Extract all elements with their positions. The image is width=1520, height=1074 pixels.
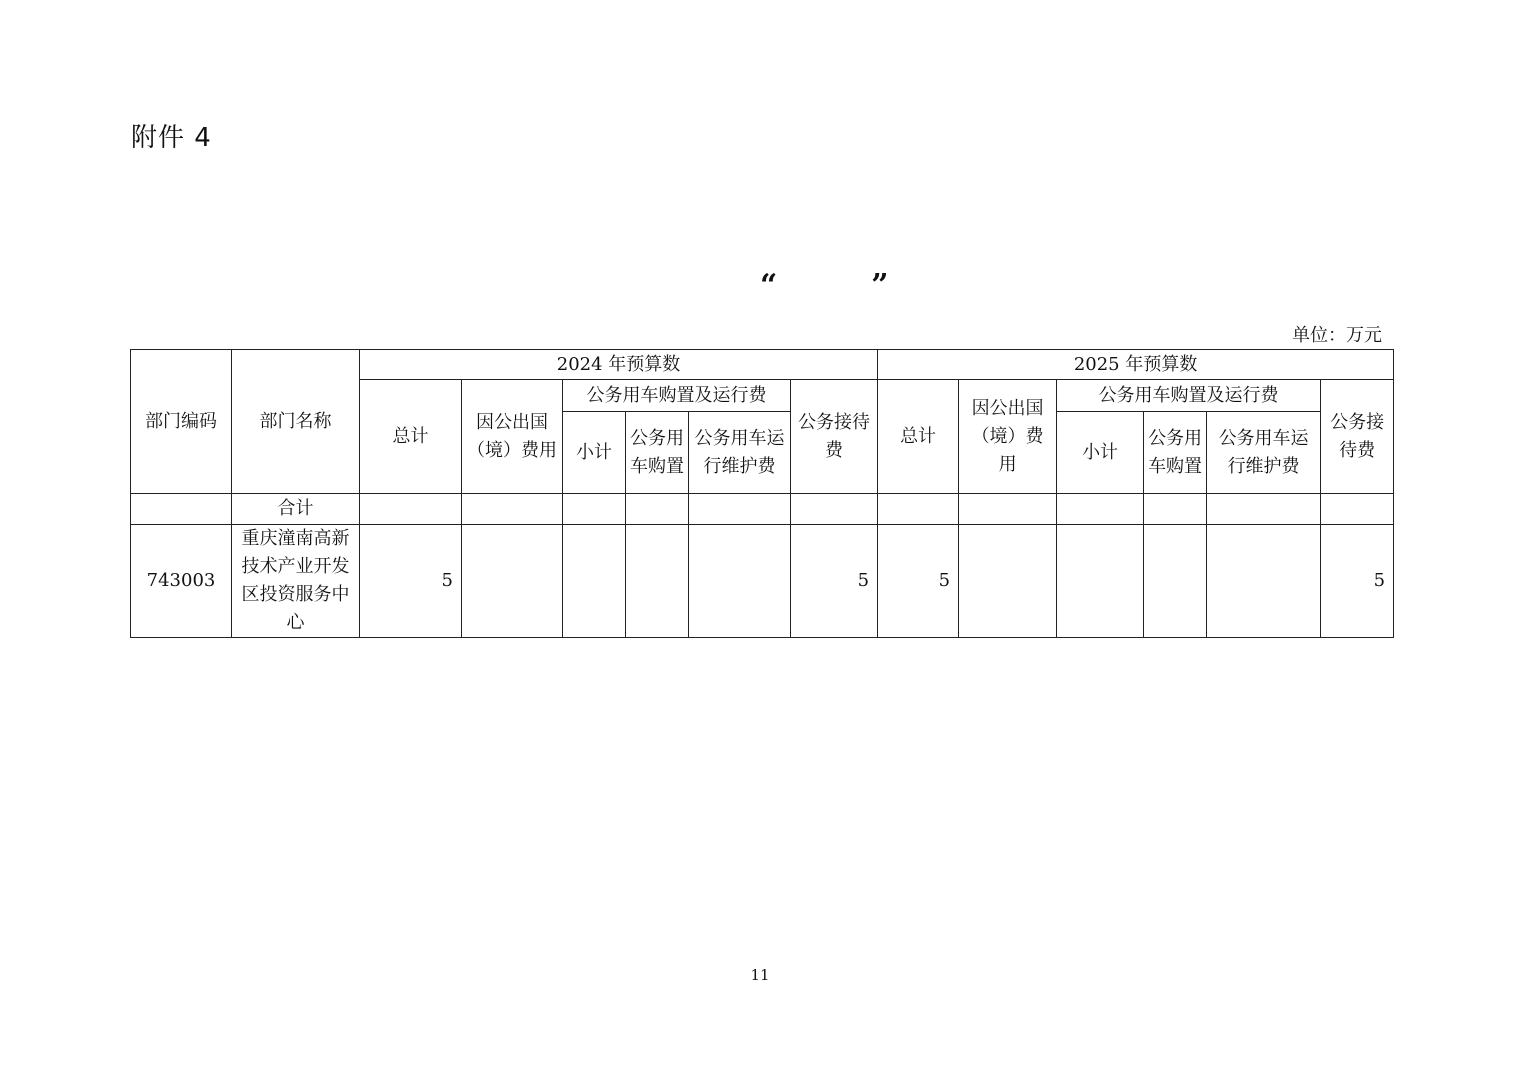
y2025-purchase-cell [1144, 525, 1207, 638]
header-2024-vehicle-operation: 公务用车运行维护费 [689, 412, 791, 494]
summary-row [131, 494, 1394, 525]
page-title: “ ” [760, 268, 889, 303]
dept-code-cell: 743003 [131, 525, 232, 638]
header-2024-subtotal: 小计 [563, 412, 626, 494]
header-2024-vehicle-group: 公务用车购置及运行费 [563, 380, 791, 412]
y2024-abroad-cell [462, 525, 563, 638]
table-row [131, 525, 1394, 638]
summary-label: 合计 [232, 494, 360, 525]
header-year-2025: 2025 年预算数 [878, 350, 1394, 380]
y2025-subtotal-cell [1057, 525, 1144, 638]
header-2025-abroad: 因公出国（境）费用 [959, 380, 1057, 494]
y2024-subtotal-cell [563, 525, 626, 638]
y2024-reception-cell: 5 [791, 525, 878, 638]
header-row-years [131, 350, 1394, 380]
page-number: 11 [750, 966, 770, 984]
header-2024-total: 总计 [360, 380, 462, 494]
y2024-total-cell: 5 [360, 525, 462, 638]
y2025-reception-cell: 5 [1321, 525, 1394, 638]
header-2025-vehicle-purchase: 公务用车购置 [1144, 412, 1207, 494]
header-2024-reception: 公务接待费 [791, 380, 878, 494]
header-2025-total: 总计 [878, 380, 959, 494]
y2025-operation-cell [1207, 525, 1321, 638]
budget-table [130, 349, 1394, 638]
y2025-total-cell: 5 [878, 525, 959, 638]
y2024-purchase-cell [626, 525, 689, 638]
header-dept-code: 部门编码 [131, 350, 232, 494]
summary-code-cell [131, 494, 232, 525]
header-2025-subtotal: 小计 [1057, 412, 1144, 494]
header-2024-vehicle-purchase: 公务用车购置 [626, 412, 689, 494]
header-2024-abroad: 因公出国（境）费用 [462, 380, 563, 494]
y2025-abroad-cell [959, 525, 1057, 638]
dept-name-cell: 重庆潼南高新技术产业开发区投资服务中心 [232, 525, 360, 638]
y2024-operation-cell [689, 525, 791, 638]
header-2025-reception: 公务接待费 [1321, 380, 1394, 494]
header-year-2024: 2024 年预算数 [360, 350, 878, 380]
header-dept-name: 部门名称 [232, 350, 360, 494]
attachment-label: 附件 4 [131, 123, 212, 153]
unit-label: 单位：万元 [1292, 325, 1382, 346]
header-2025-vehicle-group: 公务用车购置及运行费 [1057, 380, 1321, 412]
header-2025-vehicle-operation: 公务用车运行维护费 [1207, 412, 1321, 494]
